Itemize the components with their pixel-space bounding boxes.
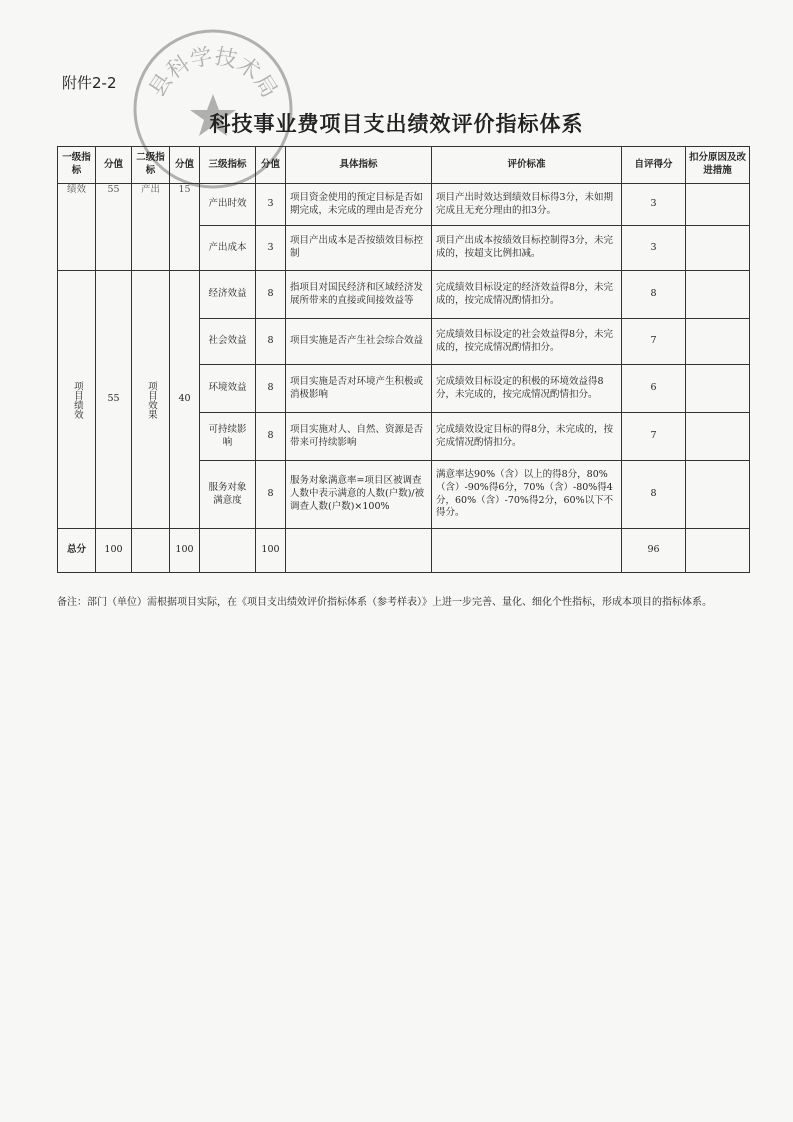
cutoff-level2: 产出 <box>132 184 170 271</box>
level3-cell: 社会效益 <box>200 319 256 365</box>
header-score2: 分值 <box>170 147 200 184</box>
deduction-cell <box>686 226 750 271</box>
header-self-score: 自评得分 <box>622 147 686 184</box>
cutoff-level1: 绩效 <box>58 184 96 271</box>
deduction-cell <box>686 365 750 413</box>
score-cell: 8 <box>256 319 286 365</box>
evaluation-table <box>57 146 750 573</box>
total-score3: 100 <box>256 529 286 573</box>
total-empty-cell <box>286 529 432 573</box>
total-empty-cell <box>432 529 622 573</box>
total-row <box>58 529 750 573</box>
footnote: 备注：部门（单位）需根据项目实际，在《项目支出绩效评价指标体系（参考样表）》上进一步完善、量化、细化个性指标，形成本项目的指标体系。 <box>57 597 712 608</box>
deduction-cell <box>686 461 750 529</box>
total-empty-cell <box>132 529 170 573</box>
header-specific: 具体指标 <box>286 147 432 184</box>
header-level3: 三级指标 <box>200 147 256 184</box>
specific-cell: 项目产出成本是否按绩效目标控制 <box>286 226 432 271</box>
score-cell: 8 <box>256 413 286 461</box>
header-level1: 一级指标 <box>58 147 96 184</box>
svg-text:县科学技术局 <box>145 44 282 102</box>
standard-cell: 完成绩效目标设定的积极的环境效益得8分，未完成的，按完成情况酌情扣分。 <box>432 365 622 413</box>
header-row <box>58 147 750 184</box>
specific-cell: 指项目对国民经济和区域经济发展所带来的直接或间接效益等 <box>286 271 432 319</box>
header-deduction: 扣分原因及改进措施 <box>686 147 750 184</box>
self-score-cell: 7 <box>622 413 686 461</box>
score-cell: 8 <box>256 461 286 529</box>
specific-cell: 项目实施是否产生社会综合效益 <box>286 319 432 365</box>
group-score1: 55 <box>96 271 132 529</box>
cutoff-score1: 55 <box>96 184 132 271</box>
total-empty-cell <box>686 529 750 573</box>
self-score-cell: 8 <box>622 461 686 529</box>
group-level2: 项目效果 <box>132 271 170 529</box>
standard-cell: 项目产出成本按绩效目标控制得3分，未完成的，按超支比例扣减。 <box>432 226 622 271</box>
deduction-cell <box>686 413 750 461</box>
total-self-score: 96 <box>622 529 686 573</box>
self-score-cell: 3 <box>622 184 686 226</box>
specific-cell: 项目实施是否对环境产生积极或消极影响 <box>286 365 432 413</box>
level3-cell: 产出时效 <box>200 184 256 226</box>
self-score-cell: 7 <box>622 319 686 365</box>
self-score-cell: 6 <box>622 365 686 413</box>
header-standard: 评价标准 <box>432 147 622 184</box>
score-cell: 3 <box>256 226 286 271</box>
level3-cell: 可持续影响 <box>200 413 256 461</box>
level3-cell: 经济效益 <box>200 271 256 319</box>
table-row <box>58 184 750 226</box>
standard-cell: 完成绩效设定目标的得8分，未完成的，按完成情况酌情扣分。 <box>432 413 622 461</box>
total-score2: 100 <box>170 529 200 573</box>
score-cell: 3 <box>256 184 286 226</box>
total-score1: 100 <box>96 529 132 573</box>
cutoff-score2: 15 <box>170 184 200 271</box>
specific-cell: 项目资金使用的预定目标是否如期完成，未完成的理由是否充分 <box>286 184 432 226</box>
total-empty-cell <box>200 529 256 573</box>
total-label: 总分 <box>58 529 96 573</box>
standard-cell: 完成绩效目标设定的经济效益得8分，未完成的，按完成情况酌情扣分。 <box>432 271 622 319</box>
header-score3: 分值 <box>256 147 286 184</box>
score-cell: 8 <box>256 271 286 319</box>
seal-text: 县科学技术局 <box>144 44 282 103</box>
header-level2: 二级指标 <box>132 147 170 184</box>
table-row <box>58 271 750 319</box>
deduction-cell <box>686 319 750 365</box>
standard-cell: 项目产出时效达到绩效目标得3分，未如期完成且无充分理由的扣3分。 <box>432 184 622 226</box>
standard-cell: 满意率达90%（含）以上的得8分，80%（含）-90%得6分，70%（含）-80%得4分，60%（含）-70%得2分，60%以下不得分。 <box>432 461 622 529</box>
deduction-cell <box>686 271 750 319</box>
self-score-cell: 3 <box>622 226 686 271</box>
specific-cell: 项目实施对人、自然、资源是否带来可持续影响 <box>286 413 432 461</box>
page-title: 科技事业费项目支出绩效评价指标体系 <box>209 112 584 136</box>
specific-cell: 服务对象满意率=项目区被调查人数中表示满意的人数(户数)/被调查人数(户数)×100% <box>286 461 432 529</box>
level3-cell: 环境效益 <box>200 365 256 413</box>
self-score-cell: 8 <box>622 271 686 319</box>
deduction-cell <box>686 184 750 226</box>
score-cell: 8 <box>256 365 286 413</box>
attachment-label: 附件2-2 <box>62 74 117 92</box>
standard-cell: 完成绩效目标设定的社会效益得8分，未完成的，按完成情况酌情扣分。 <box>432 319 622 365</box>
group-score2: 40 <box>170 271 200 529</box>
group-level1: 项目绩效 <box>58 271 96 529</box>
level3-cell: 产出成本 <box>200 226 256 271</box>
header-score1: 分值 <box>96 147 132 184</box>
level3-cell: 服务对象满意度 <box>200 461 256 529</box>
